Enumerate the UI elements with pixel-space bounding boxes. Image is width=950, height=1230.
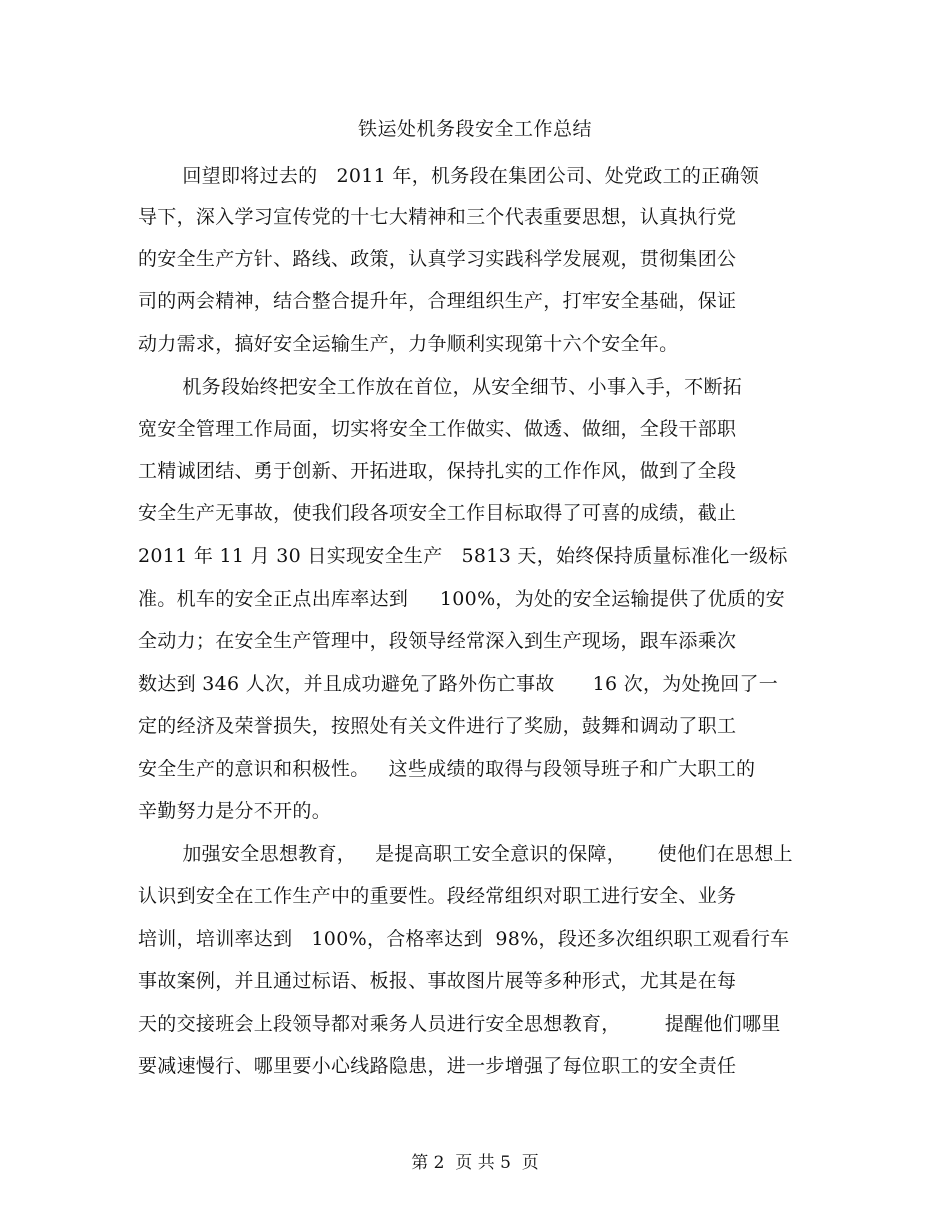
paragraph-line: 2011 年 11 月 30 日实现安全生产 5813 天，始终保持质量标准化一级标 — [138, 545, 788, 567]
paragraph-line: 工精诚团结、勇于创新、开拓进取，保持扎实的工作作风，做到了全段 — [138, 460, 737, 482]
page-number-footer: 第 2 页 共 5 页 — [411, 1153, 539, 1173]
paragraph-line: 准。机车的安全正点出库率达到 100%，为处的安全运输提供了优质的安 — [138, 588, 785, 610]
paragraph-line: 机务段始终把安全工作放在首位，从安全细节、小事入手，不断拓 — [138, 376, 743, 398]
paragraph-line: 安全生产的意识和积极性。 这些成绩的取得与段领导班子和广大职工的 — [138, 758, 756, 780]
paragraph-line: 加强安全思想教育， 是提高职工安全意识的保障， 使他们在思想上 — [138, 843, 793, 865]
paragraph-line: 事故案例，并且通过标语、板报、事故图片展等多种形式，尤其是在每 — [138, 970, 737, 992]
paragraph-line: 的安全生产方针、路线、政策，认真学习实践科学发展观，贯彻集团公 — [138, 248, 737, 270]
paragraph-line: 回望即将过去的 2011 年，机务段在集团公司、处党政工的正确领 — [138, 165, 760, 187]
paragraph-line: 导下，深入学习宣传党的十七大精神和三个代表重要思想，认真执行党 — [138, 206, 737, 228]
paragraph-line: 全动力；在安全生产管理中，段领导经常深入到生产现场，跟车添乘次 — [138, 630, 737, 652]
paragraph-line: 天的交接班会上段领导都对乘务人员进行安全思想教育， 提醒他们哪里 — [138, 1013, 781, 1035]
paragraph-line: 宽安全管理工作局面，切实将安全工作做实、做透、做细，全段干部职 — [138, 418, 737, 440]
paragraph-line: 安全生产无事故，使我们段各项安全工作目标取得了可喜的成绩，截止 — [138, 502, 737, 524]
paragraph-line: 定的经济及荣誉损失，按照处有关文件进行了奖励，鼓舞和调动了职工 — [138, 715, 737, 737]
paragraph-line: 要减速慢行、哪里要小心线路隐患，进一步增强了每位职工的安全责任 — [138, 1055, 737, 1077]
paragraph-line: 数达到 346 人次，并且成功避免了路外伤亡事故 16 次，为处挽回了一 — [138, 673, 779, 695]
paragraph-line: 培训，培训率达到 100%，合格率达到 98%，段还多次组织职工观看行车 — [138, 928, 790, 950]
paragraph-line: 辛勤努力是分不开的。 — [138, 800, 332, 822]
paragraph-line: 认识到安全在工作生产中的重要性。段经常组织对职工进行安全、业务 — [138, 885, 737, 907]
document-title: 铁运处机务段安全工作总结 — [357, 118, 592, 140]
paragraph-line: 司的两会精神，结合整合提升年，合理组织生产，打牢安全基础，保证 — [138, 290, 737, 312]
paragraph-line: 动力需求，搞好安全运输生产，力争顺利实现第十六个安全年。 — [138, 333, 679, 355]
